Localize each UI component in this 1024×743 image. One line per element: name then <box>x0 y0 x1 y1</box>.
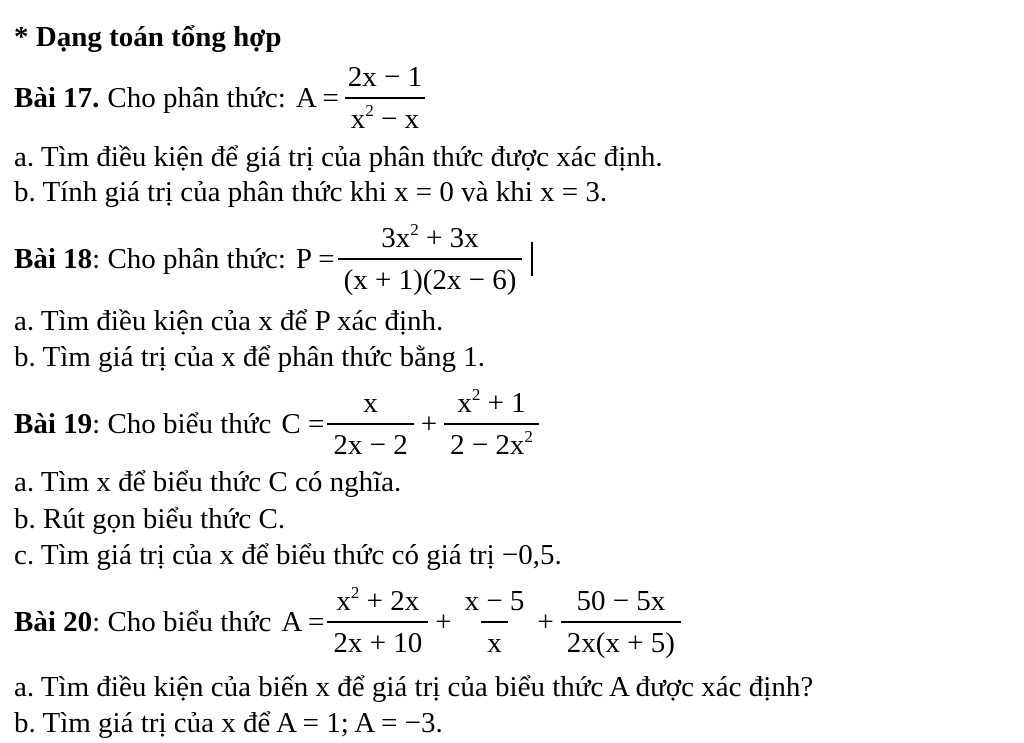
problem-20-plus-2: + <box>537 605 554 638</box>
problem-19-fraction-2-denominator: $2 - 2x^2$ <box>444 423 539 462</box>
problem-17-name: Bài 17. <box>14 81 100 114</box>
problem-18-part-b: b. Tìm giá trị của x để phân thức bằng 1. <box>14 341 486 373</box>
problem-20-intro: : Cho biểu thức <box>92 605 272 638</box>
problem-20-fraction-1-denominator: 2x + 10 <box>327 621 428 660</box>
problem-20-fraction-1 <box>327 584 428 660</box>
problem-20-statement <box>14 584 684 660</box>
problem-17-part-a: a. Tìm điều kiện để giá trị của phân thức được xác định. <box>14 141 663 173</box>
problem-20-plus-1: + <box>435 605 452 638</box>
problem-20-lhs: A = <box>281 605 325 638</box>
problem-19-plus: + <box>420 407 438 440</box>
section-heading: * Dạng toán tổng hợp <box>14 21 282 53</box>
problem-19-lhs: C = <box>281 407 325 440</box>
problem-20-name: Bài 20 <box>14 605 93 638</box>
problem-17-statement <box>14 60 431 136</box>
problem-20-fraction-3-numerator: 50 − 5x <box>576 585 666 617</box>
problem-19-part-c: c. Tìm giá trị của x để biểu thức có giá trị −0,5. <box>14 539 562 571</box>
problem-18-numerator: $3x^2 + 3x$ <box>381 220 479 254</box>
problem-19-part-a: a. Tìm x để biểu thức C có nghĩa. <box>14 466 402 498</box>
problem-19-fraction-2 <box>444 386 539 462</box>
problem-17-intro: Cho phân thức: <box>107 81 286 114</box>
problem-20-part-b: b. Tìm giá trị của x để A = 1; A = −3. <box>14 707 443 739</box>
problem-17-fraction <box>342 60 428 136</box>
problem-20-fraction-3 <box>561 584 681 660</box>
problem-17-denominator: $x^2 - x$ <box>345 97 425 136</box>
problem-18-fraction <box>338 221 523 297</box>
problem-19-name: Bài 19 <box>14 407 93 440</box>
problem-19-fraction-1 <box>327 386 413 462</box>
problem-20-fraction-1-numerator: $x^2 + 2x$ <box>336 583 420 617</box>
problem-17-numerator: 2x − 1 <box>347 61 423 93</box>
problem-20-part-a: a. Tìm điều kiện của biến x để giá trị của biểu thức A được xác định? <box>14 671 814 703</box>
problem-18-part-a: a. Tìm điều kiện của x để P xác định. <box>14 305 444 337</box>
problem-18-intro: : Cho phân thức: <box>92 242 286 275</box>
problem-17-part-b: b. Tính giá trị của phân thức khi x = 0 và khi x = 3. <box>14 176 608 208</box>
problem-19-fraction-1-denominator: 2x − 2 <box>327 423 413 462</box>
problem-20-fraction-3-denominator: 2x(x + 5) <box>561 621 681 660</box>
problem-19-fraction-1-numerator: x <box>363 387 378 419</box>
problem-19-part-b: b. Rút gọn biểu thức C. <box>14 503 286 535</box>
problem-18-name: Bài 18 <box>14 242 93 275</box>
problem-20-fraction-2 <box>459 584 531 660</box>
problem-20-fraction-2-numerator: x − 5 <box>464 585 525 617</box>
problem-19-statement <box>14 386 542 462</box>
problem-18-statement <box>14 221 533 297</box>
problem-17-lhs: A = <box>295 81 339 114</box>
problem-20-fraction-2-denominator: x <box>481 621 508 660</box>
problem-19-fraction-2-numerator: $x^2 + 1$ <box>457 385 526 419</box>
problem-19-intro: : Cho biểu thức <box>92 407 272 440</box>
text-cursor <box>531 242 533 276</box>
problem-18-lhs: P = <box>295 242 335 275</box>
problem-18-denominator: (x + 1)(2x − 6) <box>338 258 523 297</box>
